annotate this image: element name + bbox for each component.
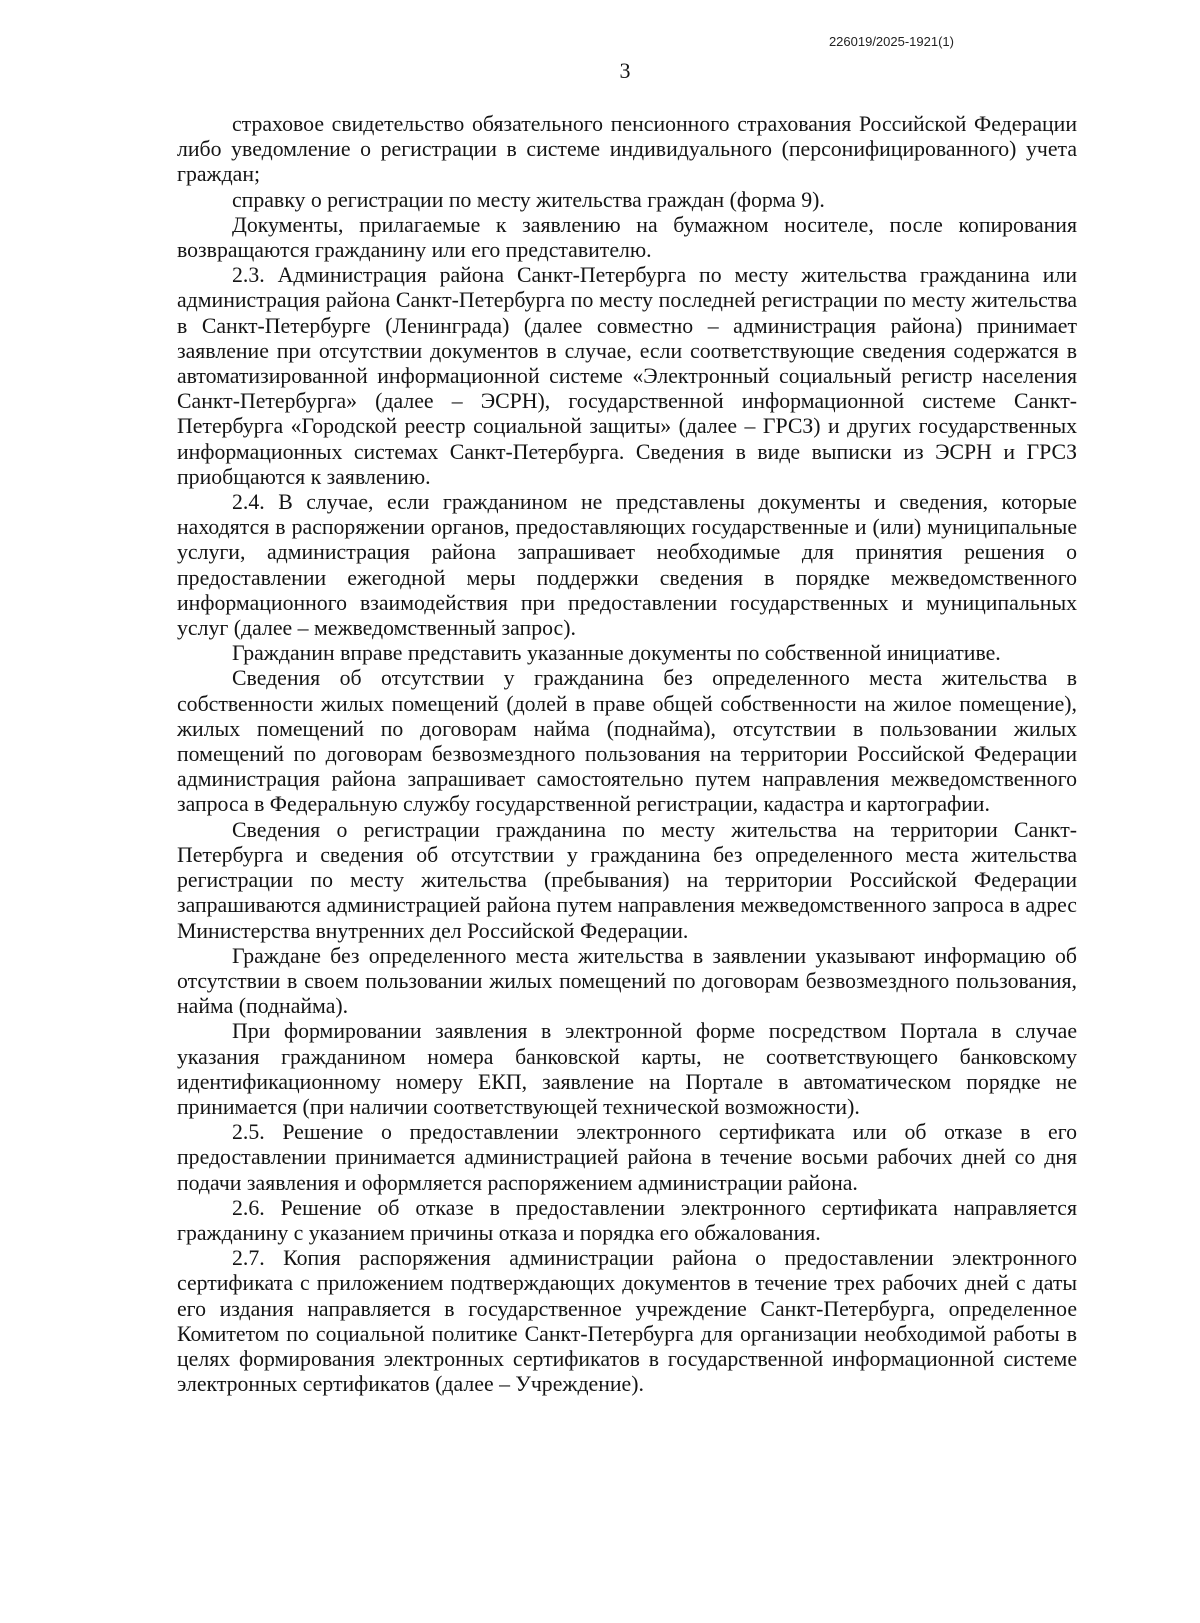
paragraph: Сведения о регистрации гражданина по месту жительства на территории Санкт-Петербурга и сведения об отсутствии у гражданина без определенного места жительства регистрации по месту жительства (пребывания) на территории Российской Федерации запрашиваются администрацией района путем направления межведомственного запроса в адрес Министерства внутренних дел Российской Федерации. bbox=[177, 817, 1077, 943]
paragraph: Гражданин вправе представить указанные документы по собственной инициативе. bbox=[232, 641, 1001, 666]
paragraph: Граждане без определенного места жительства в заявлении указывают информацию об отсутствии в своем пользовании жилых помещений по договорам безвозмездного пользования, найма (поднайма). bbox=[177, 943, 1077, 1019]
paragraph: справку о регистрации по месту жительства граждан (форма 9). bbox=[232, 187, 825, 212]
paragraph: Документы, прилагаемые к заявлению на бумажном носителе, после копирования возвращаются гражданину или его представителю. bbox=[177, 212, 1077, 263]
document-body bbox=[177, 112, 1077, 1397]
paragraph: 2.6. Решение об отказе в предоставлении электронного сертификата направляется гражданину с указанием причины отказа и порядка его обжалования. bbox=[177, 1195, 1077, 1245]
paragraph: страховое свидетельство обязательного пенсионного страхования Российской Федерации либо уведомление о регистрации в системе индивидуального (персонифицированного) учета граждан; bbox=[177, 112, 1077, 187]
paragraph: 2.4. В случае, если гражданином не представлены документы и сведения, которые находятся в распоряжении органов, предоставляющих государственные и (или) муниципальные услуги, администрация района запрашивает необходимые для принятия решения о предоставлении ежегодной меры поддержки сведения в порядке межведомственного информационного взаимодействия при предоставлении государственных и муниципальных услуг (далее – межведомственный запрос). bbox=[177, 490, 1077, 641]
paragraph: Сведения об отсутствии у гражданина без определенного места жительства в собственности жилых помещений (долей в праве общей собственности на жилое помещение), жилых помещений по договорам найма (поднайма), отсутствии в пользовании жилых помещений по договорам безвозмездного пользования на территории Российской Федерации администрация района запрашивает самостоятельно путем направления межведомственного запроса в Федеральную службу государственной регистрации, кадастра и картографии. bbox=[177, 666, 1077, 817]
page-number: 3 bbox=[619, 58, 631, 83]
document-id: 226019/2025-1921(1) bbox=[828, 34, 954, 49]
paragraph: При формировании заявления в электронной форме посредством Портала в случае указания гражданином номера банковской карты, не соответствующего банковскому идентификационному номеру ЕКП, заявление на Портале в автоматическом порядке не принимается (при наличии соответствующей технической возможности). bbox=[177, 1019, 1077, 1119]
paragraph: 2.3. Администрация района Санкт-Петербурга по месту жительства гражданина или администрация района Санкт-Петербурга по месту последней регистрации по месту жительства в Санкт-Петербурге (Ленинграда) (далее совместно – администрация района) принимает заявление при отсутствии документов в случае, если соответствующие сведения содержатся в автоматизированной информационной системе «Электронный социальный регистр населения Санкт-Петербурга» (далее – ЭСРН), государственной информационной системе Санкт-Петербурга «Городской реестр социальной защиты» (далее – ГРСЗ) и других государственных информационных системах Санкт-Петербурга. Сведения в виде выписки из ЭСРН и ГРСЗ приобщаются к заявлению. bbox=[177, 263, 1077, 489]
paragraph: 2.7. Копия распоряжения администрации района о предоставлении электронного сертификата с приложением подтверждающих документов в течение трех рабочих дней с даты его издания направляется в государственное учреждение Санкт-Петербурга, определенное Комитетом по социальной политике Санкт-Петербурга для организации необходимой работы в целях формирования электронных сертификатов в государственной информационной системе электронных сертификатов (далее – Учреждение). bbox=[177, 1246, 1077, 1397]
paragraph: 2.5. Решение о предоставлении электронного сертификата или об отказе в его предоставлении принимается администрацией района в течение восьми рабочих дней со дня подачи заявления и оформляется распоряжением администрации района. bbox=[177, 1120, 1077, 1195]
